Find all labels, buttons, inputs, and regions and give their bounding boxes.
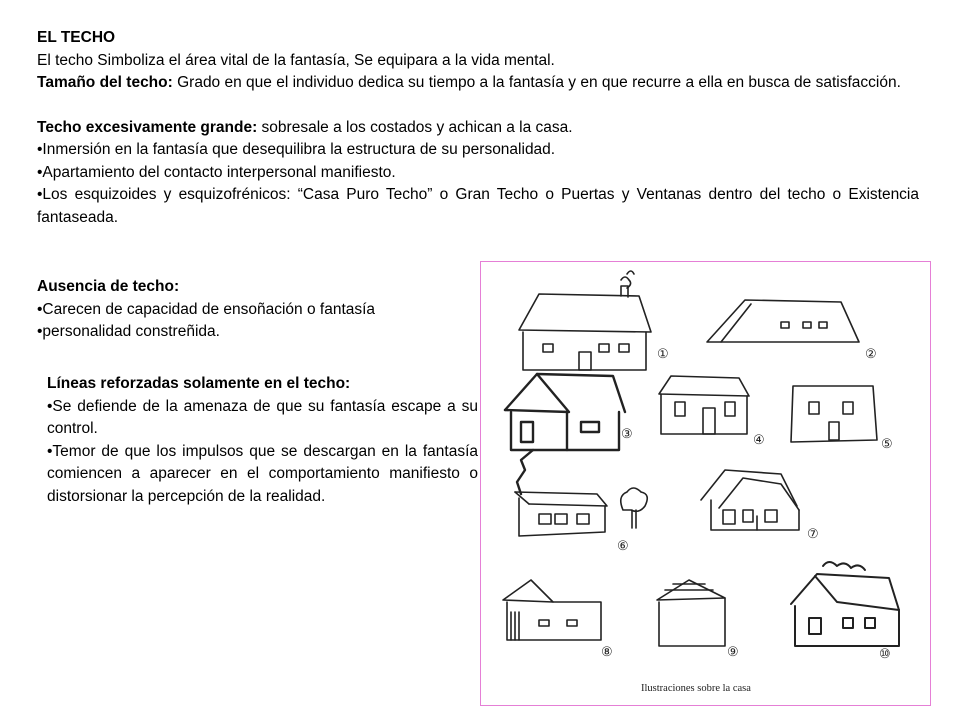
house-sketch-4 [659, 376, 749, 434]
figure-number-1: ① [657, 346, 669, 361]
figure-number-5: ⑤ [881, 436, 893, 451]
size-label: Tamaño del techo: [37, 74, 173, 91]
figure-number-9: ⑨ [727, 644, 739, 659]
no-roof-block [37, 276, 477, 344]
house-sketches-illustration [481, 262, 930, 705]
figure-number-4: ④ [753, 432, 765, 447]
house-sketch-8 [503, 580, 601, 640]
house-sketch-10 [791, 562, 899, 646]
figure-number-6: ⑥ [617, 538, 629, 553]
reinforced-lines-block [47, 373, 478, 508]
reinforced-bullet: •Se defiende de la amenaza de que su fantasía escape a su control. [47, 397, 478, 437]
big-roof-text: sobresale a los costados y achican a la casa. [257, 118, 573, 136]
big-roof-bullet: •Inmersión en la fantasía que desequilibra la estructura de su personalidad. [37, 141, 556, 158]
no-roof-bullet: •Carecen de capacidad de ensoñación o fantasía [37, 300, 376, 318]
big-roof-bullet: •Apartamiento del contacto interpersonal manifiesto. [37, 163, 396, 181]
house-sketch-6 [515, 488, 647, 536]
house-sketch-3 [505, 374, 625, 494]
intro-text: El techo Simboliza el área vital de la fantasía, Se equipara a la vida mental. [37, 51, 555, 69]
no-roof-heading: Ausencia de techo: [37, 278, 180, 295]
big-roof-bullet: •Los esquizoides y esquizofrénicos: “Casa Puro Techo” o Gran Techo o Puertas y Ventanas dentro del techo o Existencia fantaseada. [37, 186, 919, 226]
house-sketch-2 [707, 300, 859, 342]
section-title: EL TECHO [37, 29, 116, 46]
house-sketch-9 [657, 580, 725, 646]
reinforced-bullet: •Temor de que los impulsos que se descargan en la fantasía comiencen a aparecer en el comportamiento manifiesto o distorsionar la percepción de la realidad. [47, 442, 478, 505]
figure-number-3: ③ [621, 426, 633, 441]
house-sketch-7 [701, 470, 799, 530]
figure-number-7: ⑦ [807, 526, 819, 541]
size-text: Grado en que el individuo dedica su tiempo a la fantasía y en que recurre a ella en busca de satisfacción. [172, 74, 901, 91]
big-roof-heading: Techo excesivamente grande: [37, 118, 258, 136]
house-sketch-1 [519, 271, 651, 370]
figure-number-8: ⑧ [601, 644, 613, 659]
figure-caption: Ilustraciones sobre la casa [641, 683, 751, 694]
house-drawings-figure [480, 261, 931, 706]
figure-number-2: ② [865, 346, 877, 361]
figure-number-10: ⑩ [879, 646, 891, 661]
main-text-block [37, 27, 919, 229]
reinforced-heading: Líneas reforzadas solamente en el techo: [47, 375, 351, 392]
house-sketch-5 [791, 386, 877, 442]
no-roof-bullet: •personalidad constreñida. [37, 323, 220, 340]
